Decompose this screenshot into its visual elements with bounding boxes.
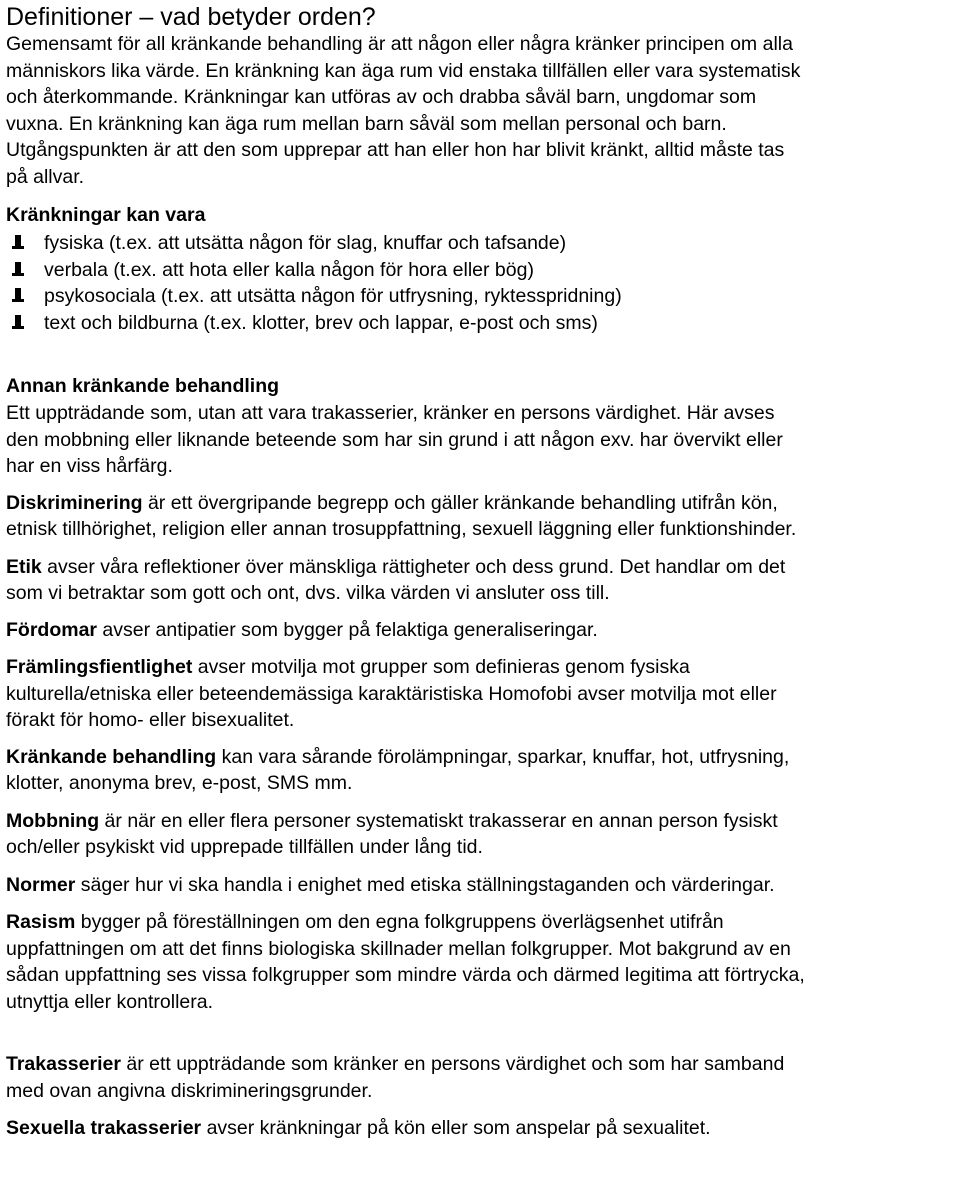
definition-text: förakt för homo- eller bisexualitet.	[6, 709, 295, 731]
definition-framlingsfientlighet	[6, 654, 956, 734]
types-list	[6, 230, 956, 336]
definition-krankande-behandling	[6, 744, 956, 797]
definition-text: som vi betraktar som gott och ont, dvs. vilka värden vi ansluter oss till.	[6, 582, 610, 604]
paragraph-line: Ett uppträdande som, utan att vara trakasserier, kränker en persons värdighet. Här avses	[6, 402, 775, 424]
definition-text: klotter, anonyma brev, e-post, SMS mm.	[6, 772, 353, 794]
types-heading: Kränkningar kan vara	[6, 204, 206, 226]
definition-text: etnisk tillhörighet, religion eller annan trosuppfattning, sexuell läggning eller funktionshinder.	[6, 518, 797, 540]
intro-paragraph	[6, 31, 956, 190]
list-item-text: verbala (t.ex. att hota eller kalla någon för hora eller bög)	[44, 258, 534, 281]
definition-term: Mobbning	[6, 809, 100, 832]
definition-text: avser antipatier som bygger på felaktiga generaliseringar.	[97, 618, 598, 641]
definition-text: är ett övergripande begrepp och gäller kränkande behandling utifrån kön,	[142, 491, 778, 514]
definition-text: uppfattningen om att det finns biologiska skillnader mellan folkgrupper. Mot bakgrund av en	[6, 937, 791, 960]
definition-rasism	[6, 909, 956, 1015]
definition-etik	[6, 554, 956, 607]
definition-sexuella-trakasserier	[6, 1115, 956, 1142]
intro-line: Utgångspunkten är att den som upprepar att han eller hon har blivit kränkt, alltid måste tas	[6, 139, 785, 161]
definition-text: är när en eller flera personer systematiskt trakasserar en annan person fysiskt	[99, 809, 778, 832]
definition-diskriminering	[6, 490, 956, 543]
definition-normer	[6, 872, 956, 899]
definition-text: bygger på föreställningen om den egna folkgruppens överlägsenhet utifrån	[75, 911, 724, 933]
definition-text: sådan uppfattning ses vissa folkgrupper som mindre värda och därmed legitima att förtrycka,	[6, 964, 805, 986]
intro-line: på allvar.	[6, 165, 85, 188]
definition-term: Trakasserier	[6, 1053, 121, 1075]
list-item	[6, 230, 956, 257]
definition-text: är ett uppträdande som kränker en persons värdighet och som har samband	[120, 1053, 785, 1075]
list-item-text: psykosociala (t.ex. att utsätta någon för utfrysning, ryktesspridning)	[44, 285, 622, 307]
intro-line: människors lika värde. En kränkning kan äga rum vid enstaka tillfällen eller vara systematisk	[6, 59, 801, 82]
list-item	[6, 283, 956, 310]
list-item	[6, 257, 956, 284]
definition-mobbning	[6, 808, 956, 861]
definition-term: Kränkande behandling	[6, 745, 217, 768]
intro-line: Gemensamt för all kränkande behandling är att någon eller några kränker principen om alla	[6, 33, 793, 55]
definition-text: kan vara sårande förolämpningar, sparkar, knuffar, hot, utfrysning,	[216, 745, 790, 768]
other-paragraph	[6, 400, 956, 480]
definition-term: Fördomar	[6, 618, 98, 641]
document-page	[6, 0, 956, 1142]
definition-text: avser våra reflektioner över mänskliga rättigheter och dess grund. Det handlar om det	[41, 555, 786, 578]
definition-text: utnyttja eller kontrollera.	[6, 990, 214, 1013]
definition-term: Rasism	[6, 911, 76, 933]
page-title: Definitioner – vad betyder orden?	[6, 3, 376, 31]
definition-text: avser kränkningar på kön eller som anspelar på sexualitet.	[201, 1117, 711, 1139]
definition-text: med ovan angivna diskrimineringsgrunder.	[6, 1079, 373, 1102]
definition-term: Diskriminering	[6, 491, 143, 514]
definition-fordomar	[6, 617, 956, 644]
intro-line: vuxna. En kränkning kan äga rum mellan barn såväl som mellan personal och barn.	[6, 112, 727, 135]
definition-text: säger hur vi ska handla i enighet med etiska ställningstaganden och värderingar.	[75, 873, 775, 896]
intro-line: och återkommande. Kränkningar kan utföras av och drabba såväl barn, ungdomar som	[6, 86, 757, 108]
definitions-section	[6, 373, 956, 1142]
list-item-text: fysiska (t.ex. att utsätta någon för slag, knuffar och tafsande)	[44, 232, 567, 254]
definition-text: och/eller psykiskt vid upprepade tillfällen under lång tid.	[6, 836, 483, 858]
list-item	[6, 310, 956, 337]
paragraph-line: den mobbning eller liknande beteende som har sin grund i att någon exv. har övervikt eller	[6, 428, 783, 451]
definition-term: Normer	[6, 873, 76, 896]
definition-term: Etik	[6, 555, 42, 578]
definition-text: avser motvilja mot grupper som definieras genom fysiska	[192, 656, 690, 678]
paragraph-line: har en viss hårfärg.	[6, 455, 173, 477]
definition-text: kulturella/etniska eller beteendemässiga karaktäristiska Homofobi avser motvilja mot eller	[6, 682, 777, 705]
other-heading: Annan kränkande behandling	[6, 375, 280, 397]
list-item-text: text och bildburna (t.ex. klotter, brev och lappar, e-post och sms)	[44, 311, 598, 334]
definition-term: Främlingsfientlighet	[6, 656, 193, 678]
definition-trakasserier	[6, 1051, 956, 1104]
definition-term: Sexuella trakasserier	[6, 1117, 202, 1139]
